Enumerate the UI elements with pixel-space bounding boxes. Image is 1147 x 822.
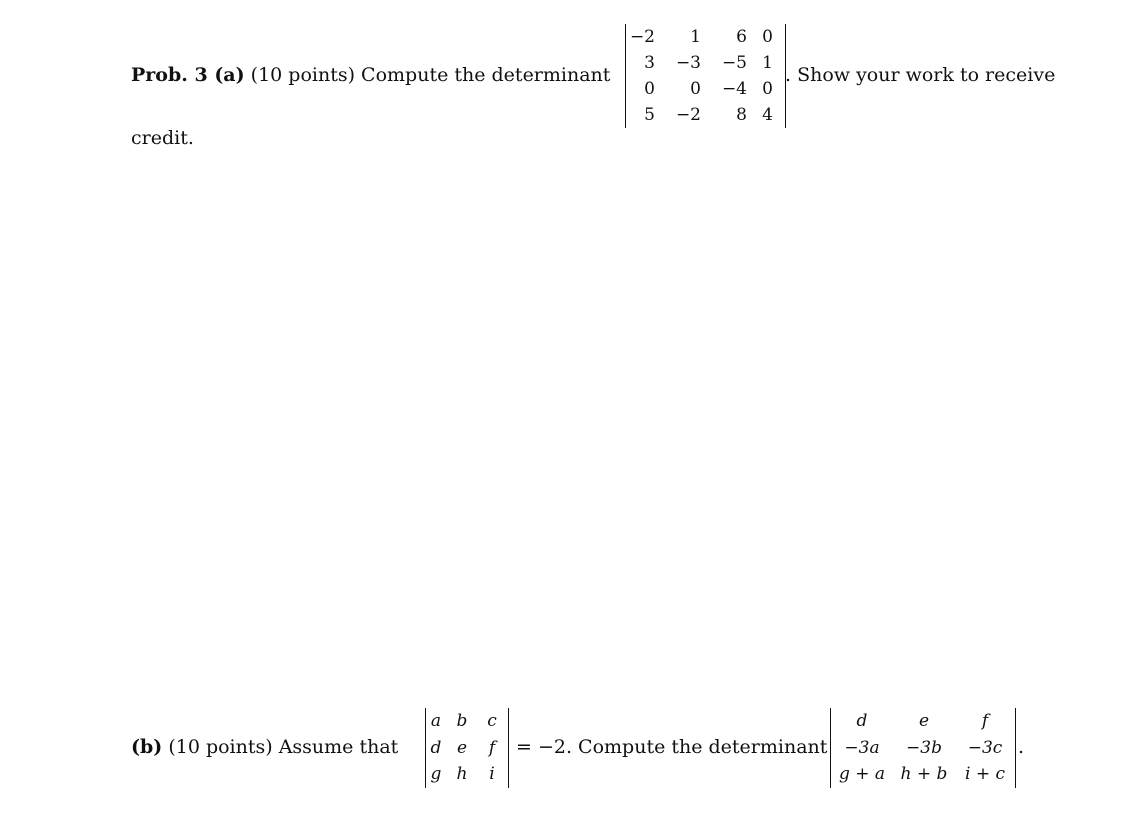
determinant-matrix-a: [625, 24, 786, 128]
problem-a-line: [131, 66, 610, 85]
problem-b-assume: (10 points) Assume that: [168, 736, 399, 758]
matrix-a-cell: 4: [762, 105, 773, 125]
matrix-a-cell: −5: [721, 53, 747, 73]
given-matrix-cell: e: [456, 737, 468, 758]
matrix-a-cell: 1: [762, 53, 773, 73]
target-determinant-matrix: [830, 708, 1016, 788]
given-determinant-matrix: [425, 708, 509, 788]
given-matrix-cell: c: [487, 711, 497, 731]
matrix-a-cell: 3: [644, 53, 655, 73]
given-matrix-cell: b: [456, 711, 468, 731]
target-matrix-cell: d: [856, 711, 868, 731]
given-matrix-cell: d: [430, 737, 442, 758]
matrix-a-cell: −2: [629, 27, 655, 47]
given-matrix-cell: a: [430, 711, 442, 731]
target-matrix-cell: −3c: [967, 737, 1003, 758]
given-matrix-cell: i: [489, 764, 495, 785]
matrix-a-cell: −4: [721, 79, 747, 99]
problem-b-line: [131, 738, 398, 757]
target-matrix-cell: f: [981, 711, 989, 731]
matrix-a-cell: 1: [690, 27, 701, 47]
problem-b-heading: (b): [131, 736, 163, 758]
target-matrix-cell: g + a: [838, 764, 886, 785]
problem-b-end-punct: .: [1018, 736, 1025, 758]
given-matrix-cell: f: [488, 737, 496, 758]
problem-a-heading: Prob. 3 (a): [131, 64, 245, 86]
given-matrix-cell: h: [456, 764, 468, 785]
matrix-a-cell: 0: [690, 79, 701, 99]
matrix-a-cell: 0: [644, 79, 655, 99]
target-matrix-cell: h + b: [900, 764, 948, 785]
problem-a-after-matrix: . Show your work to receive: [785, 64, 1056, 86]
matrix-a-cell: −2: [675, 105, 701, 125]
problem-a-statement: (10 points) Compute the determinant: [250, 64, 611, 86]
matrix-a-cell: 0: [762, 27, 773, 47]
target-matrix-cell: −3b: [906, 737, 942, 758]
matrix-a-cell: 0: [762, 79, 773, 99]
matrix-a-cell: 8: [736, 105, 747, 125]
matrix-a-cell: 6: [736, 27, 747, 47]
matrix-a-cell: −3: [675, 53, 701, 73]
target-matrix-cell: e: [918, 711, 930, 731]
target-matrix-cell: −3a: [844, 737, 880, 758]
problem-a-continuation: credit.: [131, 127, 194, 149]
given-matrix-cell: g: [430, 764, 442, 785]
matrix-a-cell: 5: [644, 105, 655, 125]
problem-b-equals-statement: = −2. Compute the determinant: [516, 736, 828, 758]
target-matrix-cell: i + c: [964, 764, 1005, 785]
